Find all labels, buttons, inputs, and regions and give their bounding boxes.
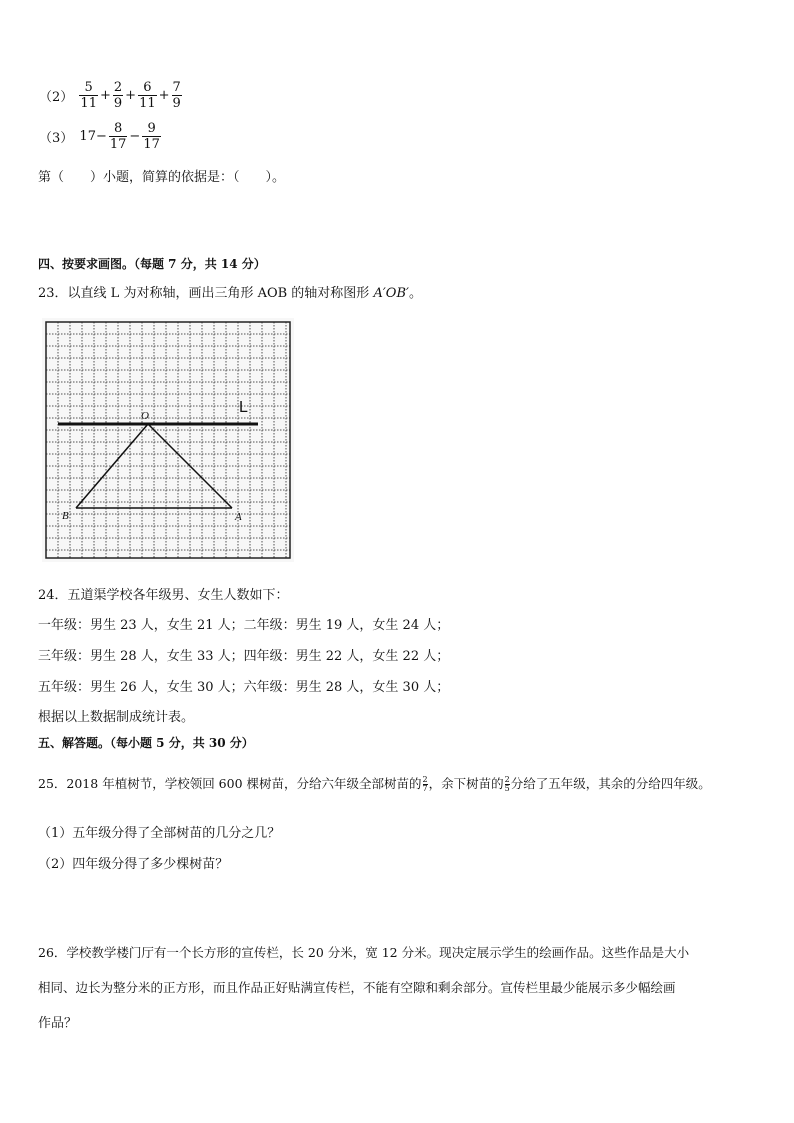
expression-2-label: （2） <box>39 90 74 105</box>
question-25: 25．2018 年植树节，学校领回 600 棵树苗，分给六年级全部树苗的 $\frac{2}{7}$ ，余下树苗的 $\frac{2}{5}$ 分给了五年级，其余的分给四年级。 <box>38 775 711 793</box>
point-o-label: O <box>141 410 149 422</box>
fraction: $\frac{6}{11}$ <box>139 80 156 111</box>
point-a-label: A <box>235 511 242 523</box>
expression-2: （2） $\frac{5}{11}$ + $\frac{2}{9}$ + $\frac{6}{11}$ + $\frac{7}{9}$ <box>39 80 181 111</box>
fraction: $\frac{9}{17}$ <box>143 121 160 152</box>
fraction: $\frac{5}{11}$ <box>80 80 97 111</box>
expression-3: （3） 17− $\frac{8}{17}$ − $\frac{9}{17}$ <box>39 121 160 152</box>
question-24-line: 三年级：男生 28 人，女生 33 人；四年级：男生 22 人，女生 22 人； <box>38 649 450 664</box>
question-25-sub2: （2）四年级分得了多少棵树苗？ <box>38 857 229 872</box>
question-26-line-2: 相同、边长为整分米的正方形，而且作品正好贴满宣传栏，不能有空隙和剩余部分。宣传栏里最少能展示多少幅绘画 <box>38 980 676 995</box>
question-25-sub1: （1）五年级分得了全部树苗的几分之几？ <box>38 826 281 841</box>
fraction: $\frac{8}{17}$ <box>109 121 127 152</box>
question-24-outro: 根据以上数据制成统计表。 <box>38 710 195 725</box>
question-24-line: 五年级：男生 26 人，女生 30 人；六年级：男生 28 人，女生 30 人； <box>38 680 450 695</box>
section-4-title: 四、按要求画图。（每题 7 分，共 14 分） <box>38 257 266 271</box>
fraction: $\frac{2}{9}$ <box>113 80 123 111</box>
fraction: $\frac{2}{7}$ <box>422 775 428 793</box>
question-26-line-3: 作品？ <box>38 1016 78 1031</box>
section-5-title: 五、解答题。（每小题 5 分，共 30 分） <box>38 736 254 750</box>
grid-figure <box>42 318 294 562</box>
question-24-intro: 24．五道渠学校各年级男、女生人数如下： <box>38 588 289 603</box>
point-b-label: B <box>62 510 69 522</box>
fraction: $\frac{2}{5}$ <box>504 775 510 793</box>
question-24-line: 一年级：男生 23 人，女生 21 人；二年级：男生 19 人，女生 24 人； <box>38 618 450 633</box>
simplify-note: 第（ ）小题，简算的依据是：（ ）。 <box>38 170 286 185</box>
question-23: 23．以直线 L 为对称轴，画出三角形 AOB 的轴对称图形 A′OB′。 <box>38 286 422 301</box>
expression-3-label: （3） <box>39 131 74 146</box>
fraction: $\frac{7}{9}$ <box>172 80 181 111</box>
grid-background <box>42 318 294 562</box>
line-label-l: L <box>239 399 248 416</box>
question-26-line-1: 26．学校教学楼门厅有一个长方形的宣传栏，长 20 分米，宽 12 分米。现决定展示学生的绘画作品。这些作品是大小 <box>38 945 690 960</box>
